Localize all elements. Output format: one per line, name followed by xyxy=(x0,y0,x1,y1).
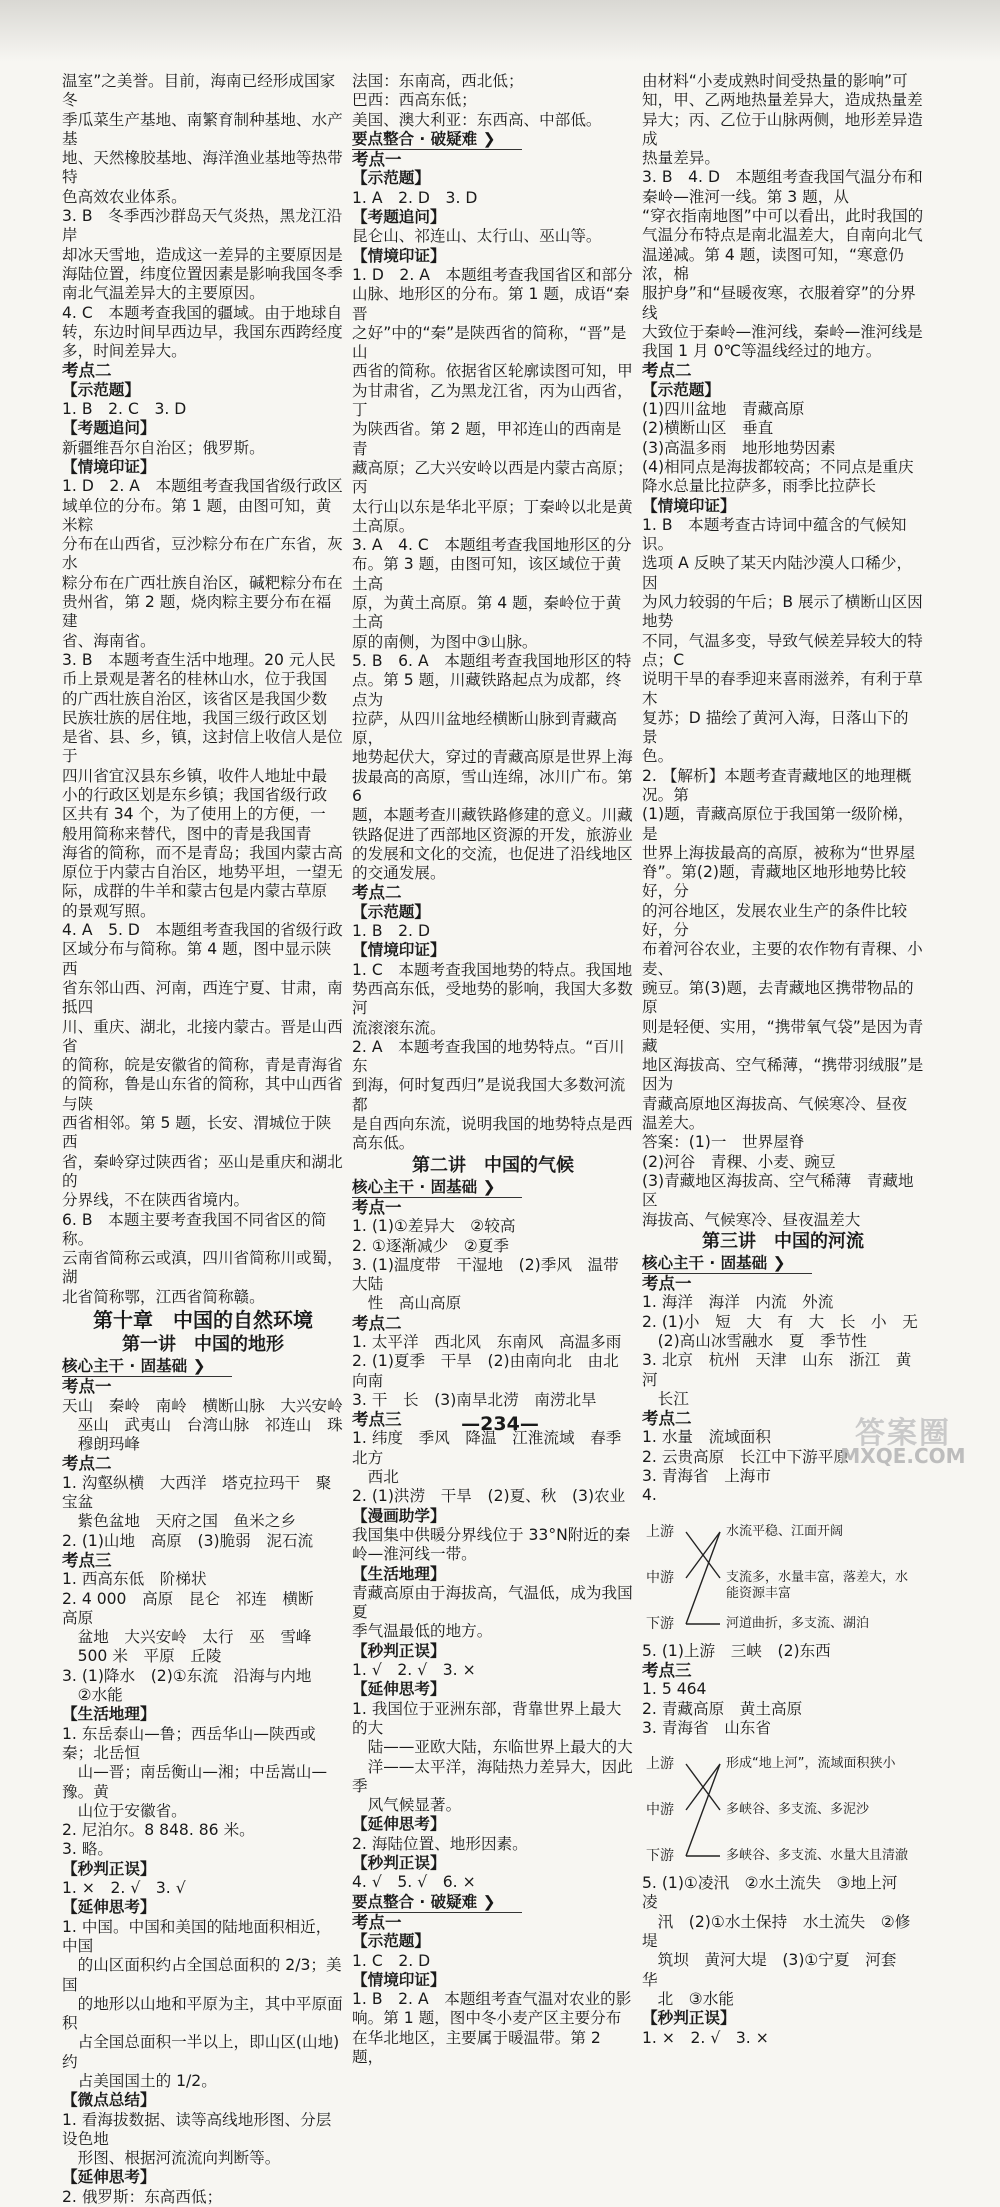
text-line: 6. B 本题主要考查我国不同省区的简称。 xyxy=(62,1210,327,1248)
river-section-label: 上游 xyxy=(646,1523,674,1540)
label-tag: 【延伸思考】 xyxy=(62,2168,156,2187)
text-line: (2)河谷 青稞、小麦、豌豆 xyxy=(642,1152,836,1171)
section-heading: 考点三 xyxy=(352,1410,402,1430)
section-heading: 考点二 xyxy=(62,1454,112,1474)
text-line: 世界上海拔最高的高原，被称为“世界屋 xyxy=(642,843,916,862)
text-line: 1. B 本题考查古诗词中蕴含的气候知识。 xyxy=(642,515,907,554)
text-line: 西省的简称。依据省区轮廓读图可知，甲 xyxy=(352,362,633,381)
text-line: 说明干旱的春季迎来喜雨滋养，有利于草木 xyxy=(642,670,923,708)
section-heading: 考点一 xyxy=(62,1377,112,1397)
text-line: 答案：(1)一 世界屋脊 xyxy=(642,1133,805,1152)
text-line: 的地形以山地和平原为主，其中平原面积 xyxy=(62,1994,343,2033)
text-line: 美国、澳大利亚：东西高、中部低。 xyxy=(352,110,602,129)
text-line: 域单位的分布。第 1 题，由图可知，黄米粽 xyxy=(62,496,332,534)
label-tag: 【考题追问】 xyxy=(62,419,156,438)
label-tag: 【生活地理】 xyxy=(352,1564,446,1583)
module-heading: 核心主干 · 固基础 ❯ xyxy=(642,1254,812,1274)
text-line: 1. 我国位于亚洲东部，背靠世界上最大的大 xyxy=(352,1699,622,1737)
text-line: 2. (1)洪涝 干旱 (2)夏、秋 (3)农业 xyxy=(352,1487,626,1506)
text-line: 法国：东南高，西北低； xyxy=(352,72,524,90)
text-line: 陆——亚欧大陆，东临世界上最大的大 xyxy=(352,1738,633,1757)
text-line: 季气温最低的地方。 xyxy=(352,1622,493,1641)
text-line: 四川省宜汉县东乡镇，收件人地址中最 xyxy=(62,766,328,785)
section-heading: 考点一 xyxy=(642,1274,692,1294)
river-feature-label: 水流平稳、江面开阔 xyxy=(726,1523,844,1539)
text-line: 巫山 武夷山 台湾山脉 祁连山 珠 xyxy=(62,1415,343,1434)
text-line: 1. 西高东低 阶梯状 xyxy=(62,1570,207,1589)
text-line: 响。第 1 题，图中冬小麦产区主要分布 xyxy=(352,2009,622,2028)
text-line: (3)高温多雨 地形地势因素 xyxy=(642,438,836,457)
river-section-label: 中游 xyxy=(646,1802,674,1819)
label-tag: 【示范题】 xyxy=(352,1932,430,1951)
text-line: 3. 青海省 山东省 xyxy=(642,1718,771,1737)
label-tag: 【示范题】 xyxy=(352,902,430,921)
text-line: 1. √ 2. √ 3. × xyxy=(352,1661,476,1680)
text-line: 不同，气温多变，导致气候差异较大的特点；C xyxy=(642,631,923,669)
label-tag: 【情境印证】 xyxy=(352,246,446,265)
text-line: 的发展和文化的交流，也促进了沿线地区 xyxy=(352,844,633,863)
text-line: 分界线，不在陕西省境内。 xyxy=(62,1191,250,1210)
text-line: 2. 海陆位置、地形因素。 xyxy=(352,1834,528,1853)
label-tag: 【秒判正误】 xyxy=(642,2009,736,2028)
text-line: 占全国总面积一半以上，即山区(山地)约 xyxy=(62,2033,340,2071)
text-line: 汛 (2)①水土保持 水土流失 ②修堤 xyxy=(642,1912,911,1951)
text-line: 2. 4 000 高原 昆仑 祁连 横断 高原 xyxy=(62,1589,330,1627)
text-line: 却冰天雪地，造成这一差异的主要原因是 xyxy=(62,245,343,264)
watermark-text: 答案圈 xyxy=(855,1416,951,1451)
river-section-label: 上游 xyxy=(646,1756,674,1773)
text-line: 1. 沟壑纵横 大西洋 塔克拉玛干 聚宝盆 xyxy=(62,1473,332,1512)
text-line: 布着河谷农业，主要的农作物有青稞、小麦、 xyxy=(642,940,923,978)
text-line: 题，本题考查川藏铁路修建的意义。川藏 xyxy=(352,806,633,825)
text-line: 4. C 本题考查我国的疆域。由于地球自 xyxy=(62,303,343,322)
scan-top-edge xyxy=(0,0,1000,62)
river-section-label: 下游 xyxy=(646,1615,674,1632)
text-line: 为甘肃省，乙为黑龙江省，丙为山西省，丁 xyxy=(352,381,633,420)
text-line: 的简称，鲁是山东省的简称，其中山西省与陕 xyxy=(62,1075,343,1113)
text-line: 则是轻便、实用，“携带氧气袋”是因为青藏 xyxy=(642,1017,924,1055)
text-line: 拔最高的高原，雪山连绵，冰川广布。第 6 xyxy=(352,767,638,805)
module-heading: 要点整合 · 破疑难 ❯ xyxy=(352,130,522,150)
label-tag: 【示范题】 xyxy=(642,380,720,399)
text-line: 云南省简称云或滇，四川省简称川或蜀，湖 xyxy=(62,1249,343,1287)
text-line: 点。第 5 题，川藏铁路起点为成都，终点为 xyxy=(352,671,622,709)
text-line: 粽分布在广西壮族自治区，碱粑粽分布在 xyxy=(62,573,343,592)
text-line: 我国集中供暖分界线位于 33°N附近的秦 xyxy=(352,1525,631,1544)
section-heading: 考点二 xyxy=(352,1313,402,1333)
match-line xyxy=(686,1532,720,1624)
text-line: 2. (1)山地 高原 (3)脆弱 泥石流 xyxy=(62,1531,314,1550)
river-feature-label: 河道曲折，多支流、湖泊 xyxy=(726,1615,870,1631)
text-line: 5. B 6. A 本题组考查我国地形区的特 xyxy=(352,651,632,670)
text-line: 的景观写照。 xyxy=(62,901,156,920)
text-line: 青藏高原由于海拔高，气温低，成为我国夏 xyxy=(352,1583,633,1622)
section-heading: 考点二 xyxy=(642,1409,692,1429)
text-line: 青藏高原地区海拔高、气候寒冷、昼夜 xyxy=(642,1094,908,1113)
text-line: 1. 东岳泰山—鲁；西岳华山—陕西或秦；北岳恒 xyxy=(62,1724,316,1762)
text-line: (1)题，青藏高原位于我国第一级阶梯，是 xyxy=(642,805,914,843)
text-line: 知，甲、乙两地热量差异大，造成热量差 xyxy=(642,91,923,110)
text-line: 1. × 2. √ 3. × xyxy=(642,2028,769,2047)
text-line: 脊”。第(2)题，青藏地区地形地势比较好，分 xyxy=(642,863,907,901)
text-line: 色高效农业体系。 xyxy=(62,187,187,206)
label-tag: 【情境印证】 xyxy=(352,941,446,960)
text-line: 2. A 本题考查我国的地势特点。“百川东 xyxy=(352,1037,625,1076)
text-line: 5. (1)①凌汛 ②水土流失 ③地上河 凌 xyxy=(642,1874,914,1912)
text-line: 选项 A 反映了某天内陆沙漠人口稀少，因 xyxy=(642,554,913,592)
text-line: 之好”中的“秦”是陕西省的简称，“晋”是山 xyxy=(352,323,627,362)
text-line: 省、海南省。 xyxy=(62,631,156,650)
text-line: 地区海拔高、空气稀薄，“携带羽绒服”是因为 xyxy=(642,1056,924,1094)
river-feature-label: 多峡谷、多支流、水量大且清澈 xyxy=(726,1848,909,1864)
text-line: 温差大。 xyxy=(642,1114,705,1133)
text-line: 1. A 2. D 3. D xyxy=(352,188,478,207)
text-line: 3. 略。 xyxy=(62,1840,114,1859)
river-feature-label: 多峡谷、多支流、多泥沙 xyxy=(726,1802,870,1818)
text-line: 山位于安徽省。 xyxy=(62,1801,187,1820)
module-heading: 核心主干 · 固基础 ❯ xyxy=(352,1178,522,1198)
text-line: 紫色盆地 天府之国 鱼米之乡 xyxy=(62,1512,296,1531)
text-line: 形图、根据河流流向判断等。 xyxy=(62,2149,281,2168)
text-line: (2)横断山区 垂直 xyxy=(642,419,774,438)
label-tag: 【延伸思考】 xyxy=(62,1898,156,1917)
text-line: 3. 青海省 上海市 xyxy=(642,1467,771,1486)
module-heading: 核心主干 · 固基础 ❯ xyxy=(62,1357,232,1377)
label-tag: 【秒判正误】 xyxy=(352,1854,446,1873)
section-heading: 考点一 xyxy=(352,150,402,170)
text-line: 服护身”和“昼暖夜寒，衣服着穿”的分界线 xyxy=(642,284,916,322)
text-line: 拉萨，从四川盆地经横断山脉到青藏高原， xyxy=(352,709,618,748)
text-line: 在华北地区，主要属于暖温带。第 2 题， xyxy=(352,2028,606,2066)
text-line: (4)相同点是海拔都较高；不同点是重庆 xyxy=(642,457,914,476)
text-line: 原，为黄土高原。第 4 题，秦岭位于黄土高 xyxy=(352,594,622,632)
page-number: —234— xyxy=(461,1413,539,1435)
label-tag: 【生活地理】 xyxy=(62,1705,156,1724)
text-line: 占美国国土的 1/2。 xyxy=(62,2071,217,2090)
text-line: 是自西向东流，说明我国的地势特点是西 xyxy=(352,1115,633,1134)
text-line: 3. 北京 杭州 天津 山东 浙江 黄河 xyxy=(642,1351,912,1389)
section-heading: 考点三 xyxy=(62,1550,112,1570)
text-line: 海陆位置，纬度位置因素是影响我国冬季 xyxy=(62,264,343,283)
section-heading: 考点二 xyxy=(352,883,402,903)
text-line: 降水总量比拉萨多，雨季比拉萨长 xyxy=(642,477,876,496)
watermark-url: MXQE.COM xyxy=(840,1444,966,1468)
text-line: 1. 看海拔数据、读等高线地形图、分层设色地 xyxy=(62,2110,332,2148)
lecture-title: 第三讲 中国的河流 xyxy=(702,1230,864,1252)
text-line: 昆仑山、祁连山、太行山、巫山等。 xyxy=(352,227,602,246)
text-line: 热量差异。 xyxy=(642,149,720,168)
text-line: 藏高原；乙大兴安岭以西是内蒙古高原；丙 xyxy=(352,458,633,497)
text-line: 1. B 2. A 本题组考查气温对农业的影 xyxy=(352,1990,632,2009)
text-line: 4. √ 5. √ 6. × xyxy=(352,1873,476,1892)
river-feature-label: 支流多，水量丰富，落差大，水能资源丰富 xyxy=(726,1569,909,1601)
text-line: 多，时间差异大。 xyxy=(62,342,187,361)
text-line: 复苏；D 描绘了黄河入海，日落山下的景 xyxy=(642,708,909,747)
text-line: 省东邻山西、河南，西连宁夏、甘肃，南抵四 xyxy=(62,978,343,1017)
text-line: 温室”之美誉。目前，海南已经形成国家冬 xyxy=(62,72,336,110)
text-line: 我国 1 月 0℃等温线经过的地方。 xyxy=(642,342,882,361)
label-tag: 【情境印证】 xyxy=(642,496,736,515)
text-line: 为风力较弱的午后；B 展示了横断山区因地势 xyxy=(642,593,923,631)
text-line: 4. xyxy=(642,1486,657,1505)
text-line: 500 米 平原 丘陵 xyxy=(62,1647,222,1666)
text-line: 1. C 本题考查我国地势的特点。我国地 xyxy=(352,960,633,979)
text-line: 2. 俄罗斯：东高西低； xyxy=(62,2187,223,2206)
text-line: 1. B 2. C 3. D xyxy=(62,400,187,419)
text-line: 2. ①逐渐减少 ②夏季 xyxy=(352,1236,509,1255)
section-heading: 考点二 xyxy=(642,361,692,381)
text-line: 5. (1)上游 三峡 (2)东西 xyxy=(642,1641,831,1660)
text-line: 民族壮族的居住地，我国三级行政区划 xyxy=(62,708,328,727)
label-tag: 【延伸思考】 xyxy=(352,1815,446,1834)
text-line: 3. B 4. D 本题组考查我国气温分布和 xyxy=(642,168,923,187)
text-line: 4. A 5. D 本题组考查我国的省级行政 xyxy=(62,921,343,940)
text-line: 巴西：西高东低； xyxy=(352,91,477,110)
text-line: 2. 尼泊尔。8 848. 86 米。 xyxy=(62,1821,255,1840)
watermark-logo xyxy=(818,1408,988,1466)
text-line: 2. 云贵高原 长江中下游平原 xyxy=(642,1447,849,1466)
text-line: 筑坝 黄河大堤 (3)①宁夏 河套 华 xyxy=(642,1951,912,1989)
text-line: (1)四川盆地 青藏高原 xyxy=(642,400,805,419)
text-line: 的广西壮族自治区，该省区是我国少数 xyxy=(62,689,328,708)
text-line: 为陕西省。第 2 题，甲祁连山的西南是青 xyxy=(352,420,622,458)
section-heading: 考点三 xyxy=(642,1660,692,1680)
text-line: 海省的简称，而不是青岛；我国内蒙古高 xyxy=(62,843,343,862)
text-line: 海拔高、气候寒冷、昼夜温差大 xyxy=(642,1210,861,1229)
label-tag: 【示范题】 xyxy=(352,169,430,188)
text-line: 性 高山高原 xyxy=(352,1294,462,1313)
text-line: 北省简称鄂，江西省简称赣。 xyxy=(62,1287,265,1306)
text-line: 1. B 2. D xyxy=(352,922,430,941)
text-line: 2. (1)夏季 干旱 (2)由南向北 由北向南 xyxy=(352,1352,619,1390)
text-line: 3. (1)温度带 干湿地 (2)季风 温带大陆 xyxy=(352,1255,619,1294)
label-tag: 【情境印证】 xyxy=(352,1970,446,1989)
text-line: 3. (1)降水 (2)①东流 沿海与内地 xyxy=(62,1666,312,1685)
text-line: 1. 5 464 xyxy=(642,1680,707,1699)
label-tag: 【延伸思考】 xyxy=(352,1680,446,1699)
text-line: 地、天然橡胶基地、海洋渔业基地等热带特 xyxy=(62,149,343,187)
section-heading: 考点一 xyxy=(352,1197,402,1217)
section-heading: 考点一 xyxy=(352,1912,402,1932)
text-line: 1. (1)①差异大 ②较高 xyxy=(352,1217,516,1236)
text-line: 1. 太平洋 西北风 东南风 高温多雨 xyxy=(352,1333,622,1351)
text-line: 穆朗玛峰 xyxy=(62,1435,140,1454)
text-line: 秦岭—淮河一线。第 3 题，从 xyxy=(642,187,849,206)
match-line xyxy=(686,1764,720,1856)
text-line: 2. 青藏高原 黄土高原 xyxy=(642,1699,803,1718)
text-line: 风气候显著。 xyxy=(352,1796,462,1815)
text-line: 1. 纬度 季风 降温 江淮流域 春季 北方 xyxy=(352,1429,637,1467)
text-line: 转，东边时间早西边早，我国东西跨经度 xyxy=(62,322,343,341)
text-line: 区共有 34 个，为了使用上的方便，一 xyxy=(62,805,326,824)
text-line: 际，成群的牛羊和蒙古包是内蒙古草原 xyxy=(62,882,328,901)
text-line: 的山区面积约占全国总面积的 2/3；美国 xyxy=(62,1956,342,1994)
text-line: 1. C 2. D xyxy=(352,1951,431,1970)
text-line: “穿衣指南地图”中可以看出，此时我国的 xyxy=(642,207,924,226)
text-line: 原位于内蒙古自治区，地势平坦，一望无 xyxy=(62,863,343,882)
text-line: 1. 中国。中国和美国的陆地面积相近，中国 xyxy=(62,1917,332,1955)
text-line: 长江 xyxy=(642,1389,689,1408)
text-line: 山—晋；南岳衡山—湘；中岳嵩山—豫。黄 xyxy=(62,1763,328,1801)
text-line: 川、重庆、湖北，北接内蒙古。晋是山西省 xyxy=(62,1017,343,1055)
text-line: 西北 xyxy=(352,1468,399,1487)
text-line: 南北气温差异大的主要原因。 xyxy=(62,284,265,303)
column-middle xyxy=(352,72,638,2067)
text-line: 温递减。第 4 题，读图可知，“寒意仍浓，棉 xyxy=(642,245,904,283)
column-right-part-a xyxy=(642,72,924,1506)
text-line: 布。第 3 题，由图可知，该区域位于黄土高 xyxy=(352,555,622,593)
column-left xyxy=(62,72,344,2207)
chapter-title: 第十章 中国的自然环境 xyxy=(93,1308,313,1332)
text-line: 省，秦岭穿过陕西省；巫山是重庆和湖北的 xyxy=(62,1152,343,1190)
text-line: 币上景观是著名的桂林山水，位于我国 xyxy=(62,670,328,689)
text-line: 3. A 4. C 本题组考查我国地形区的分 xyxy=(352,536,632,555)
river-diagram-1 xyxy=(642,1510,912,1638)
text-line: 般用简称来替代，图中的青是我国青 xyxy=(62,824,312,843)
text-line: 的简称，皖是安徽省的简称，青是青海省 xyxy=(62,1056,343,1075)
text-line: 土高原。 xyxy=(352,516,415,535)
text-line: 气温分布特点是南北温差大，自南向北气 xyxy=(642,226,923,245)
text-line: 到海，何时复西归”是说我国大多数河流都 xyxy=(352,1076,626,1114)
text-line: 豌豆。第(3)题，去青藏地区携带物品的原 xyxy=(642,978,914,1017)
column-right-part-c xyxy=(642,1874,924,2048)
text-line: 异大；丙、乙位于山脉两侧，地形差异造成 xyxy=(642,110,923,148)
text-line: 的河谷地区，发展农业生产的条件比较好，分 xyxy=(642,901,908,940)
text-line: (3)青藏地区海拔高、空气稀薄 青藏地区 xyxy=(642,1171,914,1210)
lecture-title: 第一讲 中国的地形 xyxy=(122,1334,284,1355)
label-tag: 【示范题】 xyxy=(62,380,140,399)
text-line: 1. × 2. √ 3. √ xyxy=(62,1879,186,1898)
text-line: 岭—淮河线一带。 xyxy=(352,1545,477,1564)
column-right-part-b xyxy=(642,1642,924,1738)
text-line: 原的南侧，为图中③山脉。 xyxy=(352,632,538,651)
text-line: 山脉、地形区的分布。第 1 题，成语“秦晋 xyxy=(352,285,630,323)
text-line: 流滚滚东流。 xyxy=(352,1018,446,1037)
river-feature-label: 形成“地上河”，流域面积狭小 xyxy=(726,1756,896,1772)
text-line: 的交通发展。 xyxy=(352,864,446,883)
text-line: 大致位于秦岭—淮河线，秦岭—淮河线是 xyxy=(642,322,923,341)
text-line: 3. B 本题考查生活中地理。20 元人民 xyxy=(62,650,336,669)
text-line: 2. 【解析】本题考查青藏地区的地理概况。第 xyxy=(642,766,912,804)
text-line: 由材料“小麦成熟时间受热量的影响”可 xyxy=(642,72,908,90)
text-line: 西省相邻。第 5 题，长安、渭城位于陕西 xyxy=(62,1114,332,1152)
label-tag: 【微点总结】 xyxy=(62,2091,156,2110)
lecture-title: 第二讲 中国的气候 xyxy=(412,1154,574,1176)
text-line: 1. 水量 流域面积 xyxy=(642,1428,771,1447)
module-heading: 要点整合 · 破疑难 ❯ xyxy=(352,1893,522,1913)
column-right xyxy=(642,72,924,2048)
text-line: ②水能 xyxy=(62,1686,123,1705)
text-line: 铁路促进了西部地区资源的开发，旅游业 xyxy=(352,825,633,844)
text-line: 季瓜菜生产基地、南繁育制种基地、水产基 xyxy=(62,110,343,148)
text-line: 地势起伏大，穿过的青藏高原是世界上海 xyxy=(352,748,633,767)
text-line: 盆地 大兴安岭 太行 巫 雪峰 xyxy=(62,1628,312,1647)
text-line: 新疆维吾尔自治区；俄罗斯。 xyxy=(62,438,265,457)
text-line: 3. 干 长 (3)南旱北涝 南涝北旱 xyxy=(352,1390,597,1409)
text-line: 北 ③水能 xyxy=(642,1989,734,2008)
text-line: 分布在山西省，豆沙粽分布在广东省，灰水 xyxy=(62,535,343,573)
river-section-label: 中游 xyxy=(646,1569,674,1586)
label-tag: 【情境印证】 xyxy=(62,457,156,476)
text-line: 洋——太平洋，海陆热力差异大，因此季 xyxy=(352,1757,633,1795)
text-line: 高东低。 xyxy=(352,1134,415,1153)
label-tag: 【考题追问】 xyxy=(352,208,446,227)
label-tag: 【秒判正误】 xyxy=(352,1641,446,1660)
text-line: 1. D 2. A 本题组考查我国省级行政区 xyxy=(62,477,343,496)
label-tag: 【漫画助学】 xyxy=(352,1506,446,1525)
text-line: 区域分布与简称。第 4 题，图中显示陕西 xyxy=(62,940,332,978)
text-line: 天山 秦岭 南岭 横断山脉 大兴安岭 xyxy=(62,1396,343,1415)
text-line: 是省、县、乡，镇，这封信上收信人是位于 xyxy=(62,728,343,766)
river-diagram-2 xyxy=(642,1742,912,1870)
river-section-label: 下游 xyxy=(646,1848,674,1865)
text-line: 2. (1)小 短 大 有 大 长 小 无 xyxy=(642,1312,918,1331)
text-line: 势西高东低，受地势的影响，我国大多数河 xyxy=(352,979,633,1018)
text-line: 1. D 2. A 本题组考查我国省区和部分 xyxy=(352,265,633,284)
text-line: 贵州省，第 2 题，烧肉粽主要分布在福建 xyxy=(62,593,332,631)
text-line: 1. 海洋 海洋 内流 外流 xyxy=(642,1293,834,1312)
section-heading: 考点二 xyxy=(62,361,112,381)
text-line: 小的行政区划是东乡镇；我国省级行政 xyxy=(62,785,328,804)
text-line: (2)高山冰雪融水 夏 季节性 xyxy=(642,1332,867,1350)
text-line: 色。 xyxy=(642,747,674,766)
text-line: 太行山以东是华北平原；丁秦岭以北是黄 xyxy=(352,497,633,516)
label-tag: 【秒判正误】 xyxy=(62,1859,156,1878)
text-line: 3. B 冬季西沙群岛天气炎热，黑龙江沿岸 xyxy=(62,207,343,245)
